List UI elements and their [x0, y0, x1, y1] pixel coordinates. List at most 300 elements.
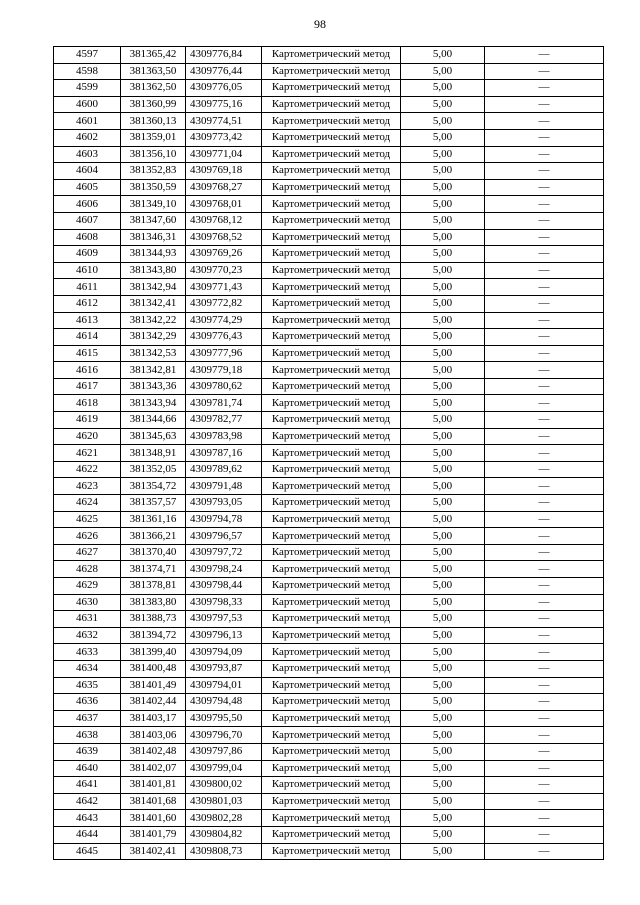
table-row — [54, 196, 604, 213]
method-cell: Картометрический метод — [262, 362, 401, 379]
y-coordinate-cell: 4309779,18 — [186, 362, 262, 379]
y-coordinate-cell: 4309798,24 — [186, 561, 262, 578]
point-number-cell: 4635 — [54, 677, 121, 694]
x-coordinate-cell: 381348,91 — [121, 445, 186, 462]
point-number-cell: 4613 — [54, 312, 121, 329]
y-coordinate-cell: 4309776,44 — [186, 63, 262, 80]
method-cell: Картометрический метод — [262, 461, 401, 478]
table-row — [54, 47, 604, 64]
method-cell: Картометрический метод — [262, 96, 401, 113]
description-cell: — — [485, 528, 604, 545]
y-coordinate-cell: 4309787,16 — [186, 445, 262, 462]
point-number-cell: 4601 — [54, 113, 121, 130]
accuracy-cell: 5,00 — [401, 428, 485, 445]
x-coordinate-cell: 381357,57 — [121, 495, 186, 512]
x-coordinate-cell: 381360,99 — [121, 96, 186, 113]
description-cell: — — [485, 644, 604, 661]
y-coordinate-cell: 4309798,33 — [186, 594, 262, 611]
x-coordinate-cell: 381362,50 — [121, 80, 186, 97]
description-cell: — — [485, 594, 604, 611]
accuracy-cell: 5,00 — [401, 727, 485, 744]
y-coordinate-cell: 4309795,50 — [186, 710, 262, 727]
x-coordinate-cell: 381359,01 — [121, 129, 186, 146]
x-coordinate-cell: 381401,79 — [121, 826, 186, 843]
point-number-cell: 4642 — [54, 793, 121, 810]
x-coordinate-cell: 381400,48 — [121, 660, 186, 677]
accuracy-cell: 5,00 — [401, 262, 485, 279]
point-number-cell: 4626 — [54, 528, 121, 545]
y-coordinate-cell: 4309768,52 — [186, 229, 262, 246]
method-cell: Картометрический метод — [262, 229, 401, 246]
method-cell: Картометрический метод — [262, 212, 401, 229]
description-cell: — — [485, 96, 604, 113]
method-cell: Картометрический метод — [262, 428, 401, 445]
point-number-cell: 4603 — [54, 146, 121, 163]
accuracy-cell: 5,00 — [401, 594, 485, 611]
accuracy-cell: 5,00 — [401, 362, 485, 379]
x-coordinate-cell: 381350,59 — [121, 179, 186, 196]
accuracy-cell: 5,00 — [401, 677, 485, 694]
y-coordinate-cell: 4309770,23 — [186, 262, 262, 279]
method-cell: Картометрический метод — [262, 146, 401, 163]
table-row — [54, 611, 604, 628]
method-cell: Картометрический метод — [262, 329, 401, 346]
accuracy-cell: 5,00 — [401, 578, 485, 595]
point-number-cell: 4619 — [54, 412, 121, 429]
accuracy-cell: 5,00 — [401, 345, 485, 362]
y-coordinate-cell: 4309793,87 — [186, 660, 262, 677]
method-cell: Картометрический метод — [262, 743, 401, 760]
x-coordinate-cell: 381361,16 — [121, 511, 186, 528]
accuracy-cell: 5,00 — [401, 212, 485, 229]
method-cell: Картометрический метод — [262, 727, 401, 744]
y-coordinate-cell: 4309808,73 — [186, 843, 262, 860]
x-coordinate-cell: 381349,10 — [121, 196, 186, 213]
table-row — [54, 179, 604, 196]
description-cell: — — [485, 229, 604, 246]
accuracy-cell: 5,00 — [401, 644, 485, 661]
table-row — [54, 312, 604, 329]
table-row — [54, 362, 604, 379]
method-cell: Картометрический метод — [262, 445, 401, 462]
point-number-cell: 4643 — [54, 810, 121, 827]
description-cell: — — [485, 196, 604, 213]
x-coordinate-cell: 381344,93 — [121, 246, 186, 263]
y-coordinate-cell: 4309781,74 — [186, 395, 262, 412]
y-coordinate-cell: 4309772,82 — [186, 295, 262, 312]
x-coordinate-cell: 381342,29 — [121, 329, 186, 346]
y-coordinate-cell: 4309796,13 — [186, 627, 262, 644]
y-coordinate-cell: 4309798,44 — [186, 578, 262, 595]
point-number-cell: 4627 — [54, 544, 121, 561]
x-coordinate-cell: 381365,42 — [121, 47, 186, 64]
y-coordinate-cell: 4309769,26 — [186, 246, 262, 263]
x-coordinate-cell: 381345,63 — [121, 428, 186, 445]
accuracy-cell: 5,00 — [401, 229, 485, 246]
y-coordinate-cell: 4309797,86 — [186, 743, 262, 760]
method-cell: Картометрический метод — [262, 561, 401, 578]
x-coordinate-cell: 381347,60 — [121, 212, 186, 229]
accuracy-cell: 5,00 — [401, 760, 485, 777]
method-cell: Картометрический метод — [262, 163, 401, 180]
x-coordinate-cell: 381388,73 — [121, 611, 186, 628]
point-number-cell: 4631 — [54, 611, 121, 628]
table-row — [54, 793, 604, 810]
method-cell: Картометрический метод — [262, 495, 401, 512]
method-cell: Картометрический метод — [262, 694, 401, 711]
point-number-cell: 4600 — [54, 96, 121, 113]
description-cell: — — [485, 395, 604, 412]
y-coordinate-cell: 4309794,01 — [186, 677, 262, 694]
accuracy-cell: 5,00 — [401, 511, 485, 528]
table-row — [54, 760, 604, 777]
description-cell: — — [485, 412, 604, 429]
x-coordinate-cell: 381366,21 — [121, 528, 186, 545]
table-row — [54, 262, 604, 279]
method-cell: Картометрический метод — [262, 677, 401, 694]
point-number-cell: 4602 — [54, 129, 121, 146]
table-row — [54, 163, 604, 180]
x-coordinate-cell: 381402,41 — [121, 843, 186, 860]
method-cell: Картометрический метод — [262, 179, 401, 196]
description-cell: — — [485, 461, 604, 478]
x-coordinate-cell: 381394,72 — [121, 627, 186, 644]
x-coordinate-cell: 381342,53 — [121, 345, 186, 362]
description-cell: — — [485, 793, 604, 810]
table-row — [54, 146, 604, 163]
description-cell: — — [485, 113, 604, 130]
method-cell: Картометрический метод — [262, 611, 401, 628]
x-coordinate-cell: 381342,81 — [121, 362, 186, 379]
x-coordinate-cell: 381402,44 — [121, 694, 186, 711]
table-row — [54, 627, 604, 644]
accuracy-cell: 5,00 — [401, 80, 485, 97]
description-cell: — — [485, 843, 604, 860]
table-row — [54, 345, 604, 362]
point-number-cell: 4604 — [54, 163, 121, 180]
y-coordinate-cell: 4309768,12 — [186, 212, 262, 229]
point-number-cell: 4641 — [54, 777, 121, 794]
accuracy-cell: 5,00 — [401, 694, 485, 711]
accuracy-cell: 5,00 — [401, 461, 485, 478]
description-cell: — — [485, 445, 604, 462]
method-cell: Картометрический метод — [262, 660, 401, 677]
point-number-cell: 4629 — [54, 578, 121, 595]
point-number-cell: 4606 — [54, 196, 121, 213]
accuracy-cell: 5,00 — [401, 544, 485, 561]
y-coordinate-cell: 4309793,05 — [186, 495, 262, 512]
y-coordinate-cell: 4309783,98 — [186, 428, 262, 445]
point-number-cell: 4623 — [54, 478, 121, 495]
accuracy-cell: 5,00 — [401, 826, 485, 843]
table-row — [54, 727, 604, 744]
point-number-cell: 4632 — [54, 627, 121, 644]
x-coordinate-cell: 381343,36 — [121, 378, 186, 395]
point-number-cell: 4611 — [54, 279, 121, 296]
method-cell: Картометрический метод — [262, 511, 401, 528]
description-cell: — — [485, 47, 604, 64]
table-row — [54, 329, 604, 346]
x-coordinate-cell: 381352,05 — [121, 461, 186, 478]
x-coordinate-cell: 381346,31 — [121, 229, 186, 246]
y-coordinate-cell: 4309801,03 — [186, 793, 262, 810]
table-row — [54, 743, 604, 760]
point-number-cell: 4607 — [54, 212, 121, 229]
y-coordinate-cell: 4309802,28 — [186, 810, 262, 827]
description-cell: — — [485, 627, 604, 644]
accuracy-cell: 5,00 — [401, 246, 485, 263]
description-cell: — — [485, 611, 604, 628]
description-cell: — — [485, 777, 604, 794]
table-row — [54, 478, 604, 495]
table-row — [54, 63, 604, 80]
method-cell: Картометрический метод — [262, 810, 401, 827]
method-cell: Картометрический метод — [262, 826, 401, 843]
description-cell: — — [485, 163, 604, 180]
description-cell: — — [485, 295, 604, 312]
y-coordinate-cell: 4309796,57 — [186, 528, 262, 545]
point-number-cell: 4637 — [54, 710, 121, 727]
method-cell: Картометрический метод — [262, 279, 401, 296]
accuracy-cell: 5,00 — [401, 495, 485, 512]
y-coordinate-cell: 4309776,43 — [186, 329, 262, 346]
point-number-cell: 4624 — [54, 495, 121, 512]
description-cell: — — [485, 179, 604, 196]
method-cell: Картометрический метод — [262, 412, 401, 429]
description-cell: — — [485, 478, 604, 495]
point-number-cell: 4614 — [54, 329, 121, 346]
accuracy-cell: 5,00 — [401, 329, 485, 346]
table-row — [54, 511, 604, 528]
description-cell: — — [485, 810, 604, 827]
table-row — [54, 295, 604, 312]
point-number-cell: 4634 — [54, 660, 121, 677]
point-number-cell: 4640 — [54, 760, 121, 777]
description-cell: — — [485, 279, 604, 296]
point-number-cell: 4617 — [54, 378, 121, 395]
accuracy-cell: 5,00 — [401, 129, 485, 146]
accuracy-cell: 5,00 — [401, 445, 485, 462]
point-number-cell: 4633 — [54, 644, 121, 661]
x-coordinate-cell: 381403,06 — [121, 727, 186, 744]
x-coordinate-cell: 381342,22 — [121, 312, 186, 329]
table-row — [54, 96, 604, 113]
y-coordinate-cell: 4309768,01 — [186, 196, 262, 213]
y-coordinate-cell: 4309794,78 — [186, 511, 262, 528]
table-row — [54, 660, 604, 677]
accuracy-cell: 5,00 — [401, 179, 485, 196]
description-cell: — — [485, 511, 604, 528]
method-cell: Картометрический метод — [262, 578, 401, 595]
point-number-cell: 4625 — [54, 511, 121, 528]
x-coordinate-cell: 381402,48 — [121, 743, 186, 760]
point-number-cell: 4636 — [54, 694, 121, 711]
x-coordinate-cell: 381356,10 — [121, 146, 186, 163]
x-coordinate-cell: 381354,72 — [121, 478, 186, 495]
description-cell: — — [485, 561, 604, 578]
table-row — [54, 428, 604, 445]
accuracy-cell: 5,00 — [401, 312, 485, 329]
table-row — [54, 826, 604, 843]
description-cell: — — [485, 578, 604, 595]
method-cell: Картометрический метод — [262, 627, 401, 644]
x-coordinate-cell: 381342,41 — [121, 295, 186, 312]
y-coordinate-cell: 4309796,70 — [186, 727, 262, 744]
x-coordinate-cell: 381401,81 — [121, 777, 186, 794]
description-cell: — — [485, 329, 604, 346]
point-number-cell: 4630 — [54, 594, 121, 611]
y-coordinate-cell: 4309799,04 — [186, 760, 262, 777]
table-row — [54, 578, 604, 595]
method-cell: Картометрический метод — [262, 478, 401, 495]
point-number-cell: 4597 — [54, 47, 121, 64]
description-cell: — — [485, 212, 604, 229]
method-cell: Картометрический метод — [262, 777, 401, 794]
method-cell: Картометрический метод — [262, 644, 401, 661]
point-number-cell: 4615 — [54, 345, 121, 362]
table-row — [54, 246, 604, 263]
description-cell: — — [485, 80, 604, 97]
point-number-cell: 4628 — [54, 561, 121, 578]
accuracy-cell: 5,00 — [401, 47, 485, 64]
accuracy-cell: 5,00 — [401, 113, 485, 130]
table-row — [54, 710, 604, 727]
method-cell: Картометрический метод — [262, 544, 401, 561]
x-coordinate-cell: 381401,60 — [121, 810, 186, 827]
table-row — [54, 495, 604, 512]
description-cell: — — [485, 694, 604, 711]
point-number-cell: 4618 — [54, 395, 121, 412]
method-cell: Картометрический метод — [262, 760, 401, 777]
y-coordinate-cell: 4309791,48 — [186, 478, 262, 495]
y-coordinate-cell: 4309771,43 — [186, 279, 262, 296]
table-row — [54, 594, 604, 611]
description-cell: — — [485, 544, 604, 561]
accuracy-cell: 5,00 — [401, 378, 485, 395]
method-cell: Картометрический метод — [262, 47, 401, 64]
point-number-cell: 4644 — [54, 826, 121, 843]
table-row — [54, 528, 604, 545]
y-coordinate-cell: 4309769,18 — [186, 163, 262, 180]
table-row — [54, 777, 604, 794]
accuracy-cell: 5,00 — [401, 843, 485, 860]
y-coordinate-cell: 4309773,42 — [186, 129, 262, 146]
table-row — [54, 279, 604, 296]
method-cell: Картометрический метод — [262, 196, 401, 213]
description-cell: — — [485, 760, 604, 777]
x-coordinate-cell: 381378,81 — [121, 578, 186, 595]
table-row — [54, 677, 604, 694]
method-cell: Картометрический метод — [262, 528, 401, 545]
y-coordinate-cell: 4309794,48 — [186, 694, 262, 711]
accuracy-cell: 5,00 — [401, 395, 485, 412]
method-cell: Картометрический метод — [262, 843, 401, 860]
table-row — [54, 694, 604, 711]
x-coordinate-cell: 381343,80 — [121, 262, 186, 279]
y-coordinate-cell: 4309780,62 — [186, 378, 262, 395]
x-coordinate-cell: 381352,83 — [121, 163, 186, 180]
description-cell: — — [485, 146, 604, 163]
point-number-cell: 4599 — [54, 80, 121, 97]
y-coordinate-cell: 4309800,02 — [186, 777, 262, 794]
y-coordinate-cell: 4309768,27 — [186, 179, 262, 196]
accuracy-cell: 5,00 — [401, 163, 485, 180]
description-cell: — — [485, 677, 604, 694]
description-cell: — — [485, 262, 604, 279]
description-cell: — — [485, 727, 604, 744]
point-number-cell: 4620 — [54, 428, 121, 445]
y-coordinate-cell: 4309776,84 — [186, 47, 262, 64]
description-cell: — — [485, 660, 604, 677]
accuracy-cell: 5,00 — [401, 710, 485, 727]
method-cell: Картометрический метод — [262, 113, 401, 130]
y-coordinate-cell: 4309776,05 — [186, 80, 262, 97]
coordinates-table — [53, 46, 604, 860]
x-coordinate-cell: 381399,40 — [121, 644, 186, 661]
description-cell: — — [485, 312, 604, 329]
x-coordinate-cell: 381363,50 — [121, 63, 186, 80]
y-coordinate-cell: 4309804,82 — [186, 826, 262, 843]
point-number-cell: 4622 — [54, 461, 121, 478]
x-coordinate-cell: 381403,17 — [121, 710, 186, 727]
point-number-cell: 4638 — [54, 727, 121, 744]
method-cell: Картометрический метод — [262, 312, 401, 329]
method-cell: Картометрический метод — [262, 395, 401, 412]
point-number-cell: 4605 — [54, 179, 121, 196]
table-row — [54, 412, 604, 429]
method-cell: Картометрический метод — [262, 129, 401, 146]
table-row — [54, 129, 604, 146]
accuracy-cell: 5,00 — [401, 743, 485, 760]
y-coordinate-cell: 4309794,09 — [186, 644, 262, 661]
table-row — [54, 378, 604, 395]
method-cell: Картометрический метод — [262, 594, 401, 611]
table-row — [54, 810, 604, 827]
accuracy-cell: 5,00 — [401, 627, 485, 644]
method-cell: Картометрический метод — [262, 246, 401, 263]
table-row — [54, 229, 604, 246]
description-cell: — — [485, 428, 604, 445]
accuracy-cell: 5,00 — [401, 478, 485, 495]
accuracy-cell: 5,00 — [401, 611, 485, 628]
method-cell: Картометрический метод — [262, 63, 401, 80]
x-coordinate-cell: 381360,13 — [121, 113, 186, 130]
table-row — [54, 561, 604, 578]
x-coordinate-cell: 381370,40 — [121, 544, 186, 561]
point-number-cell: 4609 — [54, 246, 121, 263]
table-row — [54, 644, 604, 661]
description-cell: — — [485, 345, 604, 362]
description-cell: — — [485, 378, 604, 395]
y-coordinate-cell: 4309789,62 — [186, 461, 262, 478]
table-row — [54, 212, 604, 229]
description-cell: — — [485, 710, 604, 727]
accuracy-cell: 5,00 — [401, 412, 485, 429]
method-cell: Картометрический метод — [262, 295, 401, 312]
y-coordinate-cell: 4309775,16 — [186, 96, 262, 113]
point-number-cell: 4639 — [54, 743, 121, 760]
method-cell: Картометрический метод — [262, 793, 401, 810]
x-coordinate-cell: 381383,80 — [121, 594, 186, 611]
page-number: 98 — [314, 17, 326, 31]
method-cell: Картометрический метод — [262, 710, 401, 727]
method-cell: Картометрический метод — [262, 378, 401, 395]
table-row — [54, 544, 604, 561]
table-row — [54, 113, 604, 130]
accuracy-cell: 5,00 — [401, 96, 485, 113]
description-cell: — — [485, 495, 604, 512]
accuracy-cell: 5,00 — [401, 810, 485, 827]
